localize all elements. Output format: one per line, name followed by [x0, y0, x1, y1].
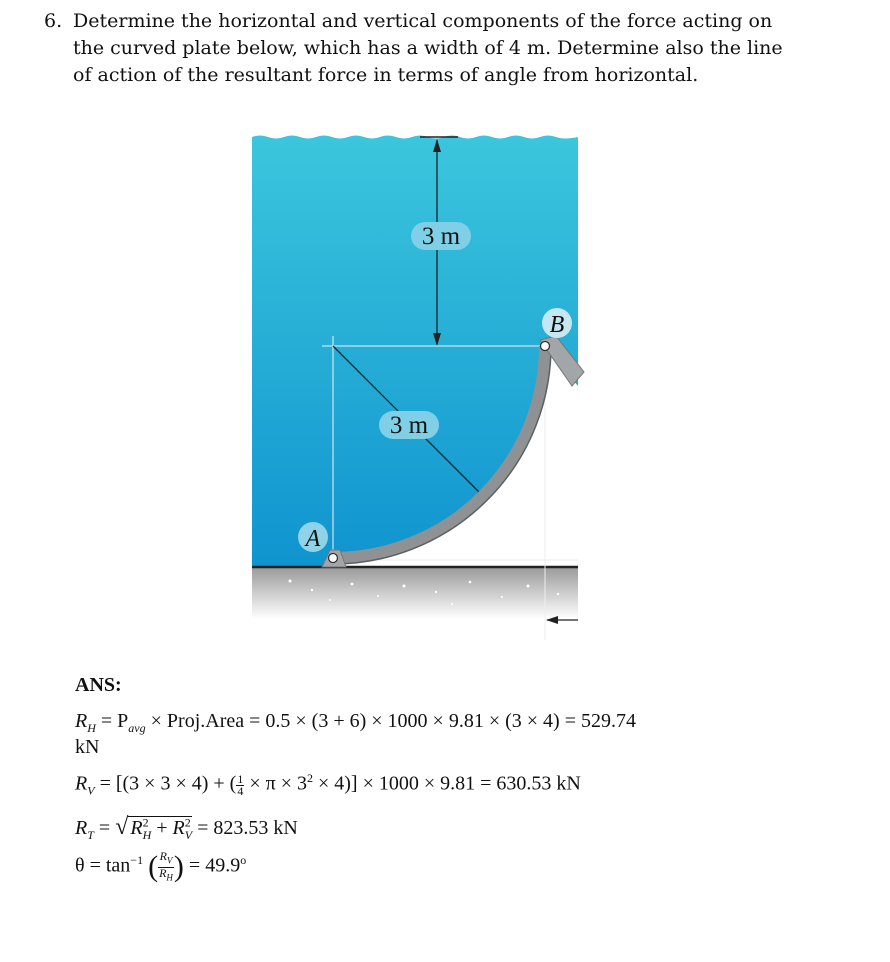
- hinge-b: [541, 342, 550, 351]
- rh-calc: = 0.5 × (3 + 6) × 1000 × 9.81 × (3 × 4) = 529.74: [249, 710, 636, 732]
- answer-heading: ANS:: [75, 674, 122, 696]
- theta-power: −1: [130, 852, 144, 867]
- theta-degree: o: [240, 852, 247, 867]
- hinge-a: [329, 554, 338, 563]
- problem-line-1: Determine the horizontal and vertical components of the force acting on: [73, 10, 773, 32]
- water-region: [252, 136, 578, 568]
- rv-frac-den: 4: [237, 783, 244, 798]
- ground: [252, 567, 578, 619]
- rv-fraction: [236, 771, 244, 798]
- rh-pavg-prefix: = P: [100, 710, 129, 732]
- rh-equation: $R_H = P_{avg}$ × Proj.Area = 0.5 × (3 + 6) × 1000 × 9.81 × (3 × 4) = 529.74: [75, 710, 636, 735]
- rh-unit: kN: [75, 736, 100, 758]
- problem-line-2: the curved plate below, which has a width of 4 m. Determine also the line: [73, 37, 783, 59]
- radius-label: 3 m: [389, 412, 429, 439]
- rv-frac-num: 1: [237, 771, 244, 786]
- theta-fraction: $\frac{R_V}{R_H}$: [159, 849, 173, 882]
- rv-equation: $R_V = [(3 \times 3 \times 4)$ + ( $\frac{1}{4}$ × $\pi \times 3^2 \times 4)] \times 1000 \times 9.81 = 630.53$ kN: [75, 771, 581, 798]
- depth-label: 3 m: [421, 223, 461, 250]
- problem-number: 6.: [44, 10, 63, 32]
- rt-value: = 823.53 kN: [197, 817, 298, 839]
- rv-suffix: × π × 3: [249, 772, 307, 795]
- problem-line-3: of action of the resultant force in terms of angle from horizontal.: [73, 64, 699, 86]
- rh-proj: × Proj.Area: [150, 710, 245, 732]
- theta-equation: $\theta = \tan^{-1}$ ( $\frac{R_V}{R_H}$ ) = $49.9^o$: [75, 849, 247, 883]
- point-b-label: B: [549, 312, 565, 338]
- theta-prefix: θ = tan: [75, 854, 131, 877]
- theta-value: = 49.9: [188, 854, 241, 877]
- rv-tail: × 4)] × 1000 × 9.81 = 630.53 kN: [317, 772, 581, 795]
- point-a-label: A: [305, 526, 321, 552]
- rv-prefix: = [(3 × 3 × 4) + (: [99, 772, 237, 795]
- rh-avg: avg: [128, 721, 146, 735]
- rt-equation: $R_T$ = √ $R^2_H + R^2_V = 823.53$ kN: [75, 814, 298, 842]
- rv-power: 2: [306, 771, 313, 785]
